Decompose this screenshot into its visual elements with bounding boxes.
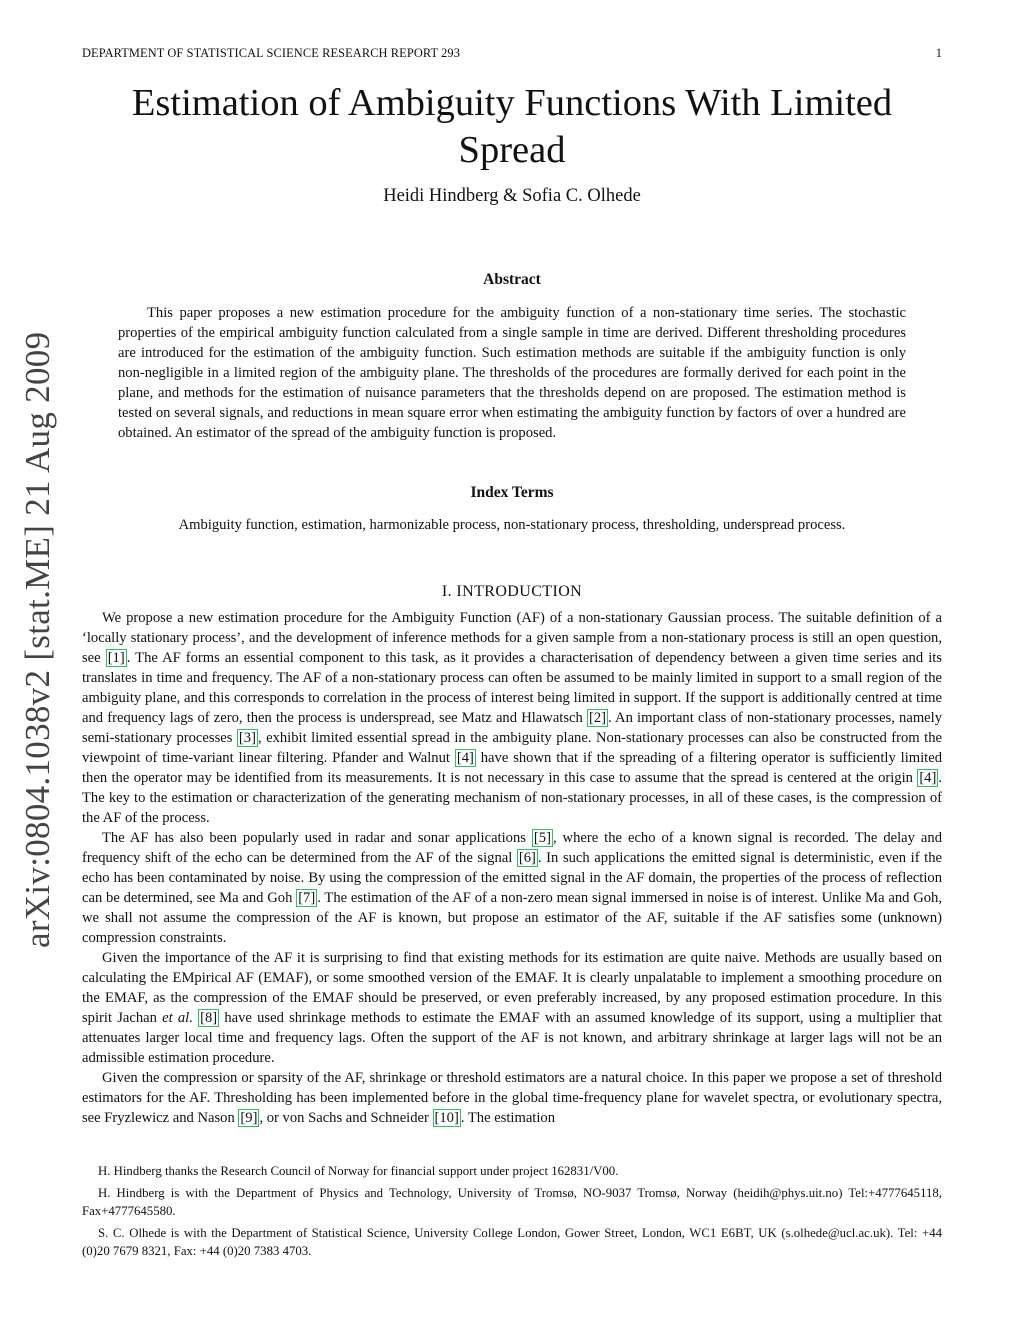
section-number: I. [441, 583, 453, 600]
abstract-text: This paper proposes a new estimation procedure for the ambiguity function of a non-stationary time series. The stochastic properties of the empirical ambiguity function calculated from a single sample in time are derived. Different thresholding procedures are introduced for the estimation of the ambiguity function. Such estimation methods are suitable if the ambiguity function is only non-negligible in a limited region of the ambiguity plane. The thresholds of the procedures are formally derived for each point in the plane, and methods for the estimation of nuisance parameters that the thresholds depend on are proposed. The estimation method is tested on several signals, and reductions in mean square error when estimating the ambiguity function by factors of over a hundred are obtained. An estimator of the spread of the ambiguity function is proposed. [118, 305, 906, 441]
citation-link[interactable]: [9] [240, 1110, 258, 1126]
paragraph: Given the importance of the AF it is surprising to find that existing methods for its estimation are quite naive. Methods are usually based on calculating the EMpirical AF (EMAF), or some smoothed version of the EMAF. It is clearly unpalatable to implement a smoothing procedure on the EMAF, as the compression of the EMAF should be preserved, or even preferably increased, by any proposed estimation procedure. In this spirit Jachan et al. [8] have used shrinkage methods to estimate the EMAF with an assumed knowledge of its support, using a multiplier that attenuates larger local time and frequency lags. Often the support of the AF is not known, and arbitrary shrinkage at larger lags will not be an admissible estimation procedure. [82, 950, 942, 1066]
footnote: H. Hindberg is with the Department of Physics and Technology, University of Tromsø, NO-9037 Tromsø, Norway (heidih@phys.uit.no) Tel:+4777645118, Fax+4777645580. [82, 1186, 942, 1218]
body-text [82, 608, 942, 1128]
citation-link[interactable]: [5] [533, 830, 551, 846]
section-first-letter: I [456, 583, 463, 600]
section-title-rest: NTRODUCTION [462, 583, 583, 600]
authors: Heidi Hindberg & Sofia C. Olhede [383, 186, 641, 206]
footnote: S. C. Olhede is with the Department of Statistical Science, University College London, Gower Street, London, WC1 E6BT, UK (s.olhede@ucl.ac.uk). Tel: +44 (0)20 7679 8321, Fax: +44 (0)20 7383 4703. [82, 1226, 942, 1258]
index-terms-heading: Index Terms [470, 484, 554, 501]
citation-link[interactable]: [4] [919, 770, 937, 786]
citation-link[interactable]: [10] [434, 1110, 459, 1126]
page-number: 1 [935, 46, 942, 60]
section-heading-introduction [0, 583, 1024, 601]
citation-link[interactable]: [4] [456, 750, 474, 766]
paper-title: Estimation of Ambiguity Functions With Limited Spread [131, 82, 893, 171]
citation-link[interactable]: [3] [238, 730, 256, 746]
citation-link[interactable]: [6] [518, 850, 536, 866]
citation-link[interactable]: [2] [588, 710, 607, 726]
footnote: H. Hindberg thanks the Research Council of Norway for financial support under project 162831/V00. [98, 1164, 619, 1178]
paragraph: The AF has also been popularly used in radar and sonar applications [5] , where the echo of a known signal is recorded. The delay and frequency shift of the echo can be determined from the AF of the signal [6] . In such applications the emitted signal is deterministic, even if the echo has been contaminated by noise. By using the compression of the emitted signal in the AF domain, the properties of the process of reflection can be determined, see Ma and Goh [7] . The estimation of the AF of a non-zero mean signal immersed in noise is of interest. Unlike Ma and Goh, we shall not assume the compression of the AF is known, but propose an estimator of the AF, suitable if the AF satisfies some (unknown) compression constraints. [82, 830, 943, 946]
arxiv-stamp: arXiv:0804.1038v2 [stat.ME] 21 Aug 2009 [18, 331, 57, 948]
index-terms-text: Ambiguity function, estimation, harmonizable process, non-stationary process, thresholding, underspread process. [178, 517, 846, 533]
footnotes [82, 1162, 942, 1264]
paragraph: We propose a new estimation procedure for the Ambiguity Function (AF) of a non-stationary Gaussian process. The suitable definition of a ‘locally stationary process’, and the development of inference methods for a given sample from a non-stationary process is still an open question, see [1] . The AF forms an essential component to this task, as it provides a characterisation of dependency between a given time series and its translates in time and frequency. The AF of a non-stationary process can often be assumed to be mainly limited in support to a small region of the ambiguity plane, and this corresponds to correlation in the process of interest being limited in support. If the support is additionally centred at time and frequency lags of zero, then the process is underspread, see Matz and Hlawatsch [2] . An important class of non-stationary processes, namely semi-stationary processes [3] , exhibit limited essential spread in the ambiguity plane. Non-stationary processes can also be constructed from the viewpoint of time-variant linear filtering. Pfander and Walnut [4] have shown that if the spreading of a filtering operator is sufficiently limited then the operator may be identified from its measurements. It is not necessary in this case to assume that the spread is centered at the origin [4] . The key to the estimation or characterization of the generating mechanism of non-stationary processes, in all of these cases, is the compression of the AF of the process. [82, 610, 943, 826]
citation-link[interactable]: [7] [298, 890, 316, 906]
citation-link[interactable]: [1] [107, 650, 125, 666]
citation-link[interactable]: [8] [200, 1010, 218, 1026]
running-header: DEPARTMENT OF STATISTICAL SCIENCE RESEARCH REPORT 293 [82, 46, 461, 60]
paragraph: Given the compression or sparsity of the AF, shrinkage or threshold estimators are a natural choice. In this paper we propose a set of threshold estimators for the AF. Thresholding has been implemented before in the global time-frequency plane for wavelet spectra, or evolutionary spectra, see Fryzlewicz and Nason [9] , or von Sachs and Schneider [10] . The estimation [82, 1070, 942, 1126]
abstract-heading: Abstract [483, 271, 541, 288]
